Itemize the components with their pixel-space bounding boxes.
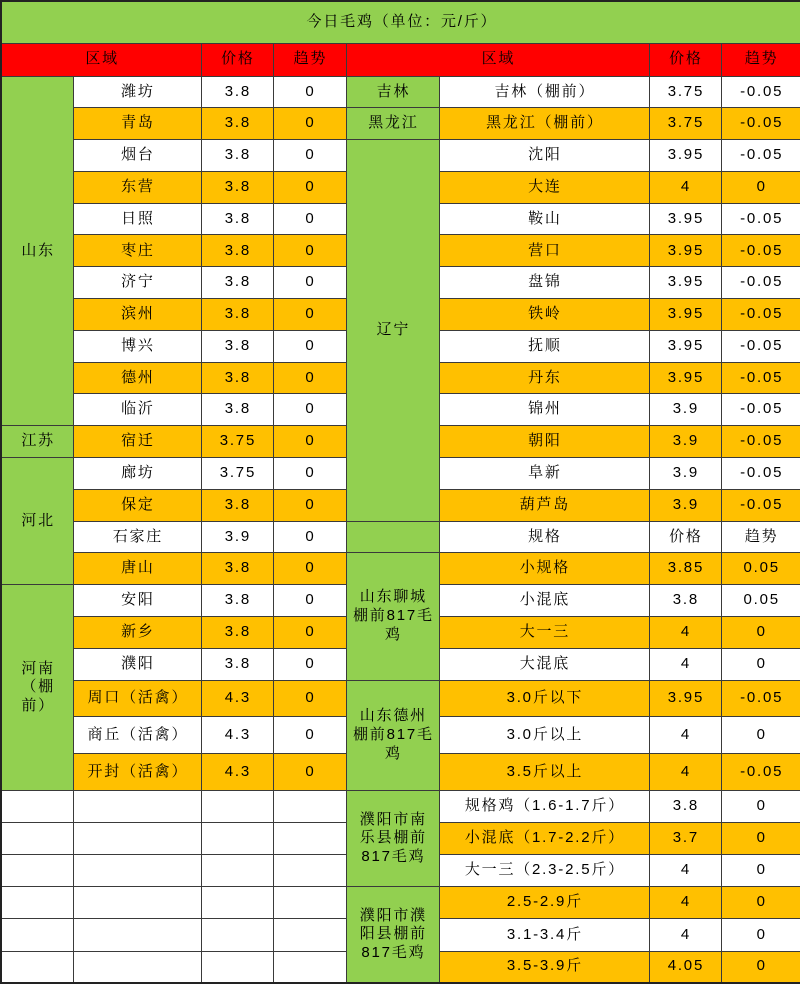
right-price-cell: 4 bbox=[649, 171, 721, 203]
right-region-name-cell: 沈阳 bbox=[439, 140, 649, 172]
left-price-cell: 3.8 bbox=[201, 203, 273, 235]
left-empty-cell bbox=[273, 791, 346, 823]
left-empty-cell bbox=[73, 951, 201, 983]
left-trend-cell: 0 bbox=[273, 299, 346, 331]
left-price-cell: 3.8 bbox=[201, 235, 273, 267]
table-row bbox=[1, 140, 800, 172]
left-empty-cell bbox=[73, 855, 201, 887]
right-price-cell: 3.95 bbox=[649, 362, 721, 394]
left-price-cell: 3.8 bbox=[201, 267, 273, 299]
left-empty-cell bbox=[73, 919, 201, 951]
right-price-cell: 4.05 bbox=[649, 951, 721, 983]
right-province-cell bbox=[346, 521, 439, 553]
right-price-cell: 3.75 bbox=[649, 108, 721, 140]
right-region-name-cell: 大混底 bbox=[439, 648, 649, 680]
right-region-name-cell: 黑龙江（棚前） bbox=[439, 108, 649, 140]
right-trend-cell: 0 bbox=[721, 919, 800, 951]
left-region-name-cell: 安阳 bbox=[73, 585, 201, 617]
left-province-label: 河南（棚前） bbox=[21, 659, 55, 715]
left-price-cell: 3.9 bbox=[201, 521, 273, 553]
right-province-label: 山东德州棚前817毛鸡 bbox=[352, 707, 434, 762]
left-region-name-cell: 枣庄 bbox=[73, 235, 201, 267]
right-region-name-cell: 3.1-3.4斤 bbox=[439, 919, 649, 951]
left-empty-cell bbox=[201, 823, 273, 855]
right-region-name-cell: 3.0斤以上 bbox=[439, 717, 649, 754]
right-price-cell: 3.95 bbox=[649, 299, 721, 331]
left-region-name-cell: 商丘（活禽） bbox=[73, 717, 201, 754]
left-price-cell: 3.8 bbox=[201, 553, 273, 585]
right-region-name-cell: 小规格 bbox=[439, 553, 649, 585]
left-province-cell bbox=[1, 426, 73, 458]
right-region-name-cell: 鞍山 bbox=[439, 203, 649, 235]
title-row bbox=[1, 1, 800, 43]
right-price-cell: 4 bbox=[649, 648, 721, 680]
right-region-name-cell: 阜新 bbox=[439, 458, 649, 490]
left-trend-cell: 0 bbox=[273, 754, 346, 791]
left-trend-cell: 0 bbox=[273, 553, 346, 585]
left-region-name-cell: 烟台 bbox=[73, 140, 201, 172]
left-price-cell: 3.8 bbox=[201, 299, 273, 331]
left-empty-cell bbox=[201, 887, 273, 919]
right-price-cell: 3.9 bbox=[649, 458, 721, 490]
right-trend-cell: -0.05 bbox=[721, 299, 800, 331]
right-province-cell bbox=[346, 108, 439, 140]
right-region-name-cell: 大一三 bbox=[439, 617, 649, 649]
table-row bbox=[1, 887, 800, 919]
right-price-cell: 3.85 bbox=[649, 553, 721, 585]
right-price-cell: 3.9 bbox=[649, 489, 721, 521]
left-trend-cell: 0 bbox=[273, 235, 346, 267]
header-region-right: 区域 bbox=[346, 43, 649, 76]
left-empty-cell bbox=[273, 887, 346, 919]
left-region-name-cell: 东营 bbox=[73, 171, 201, 203]
left-empty-cell bbox=[201, 919, 273, 951]
right-province-cell bbox=[346, 887, 439, 983]
right-trend-cell: -0.05 bbox=[721, 203, 800, 235]
right-trend-cell: -0.05 bbox=[721, 140, 800, 172]
right-province-cell bbox=[346, 76, 439, 108]
header-trend-left: 趋势 bbox=[273, 43, 346, 76]
left-price-cell: 3.8 bbox=[201, 330, 273, 362]
header-region-left: 区域 bbox=[1, 43, 201, 76]
right-province-cell bbox=[346, 791, 439, 887]
right-price-cell: 3.75 bbox=[649, 76, 721, 108]
left-trend-cell: 0 bbox=[273, 585, 346, 617]
right-price-cell: 3.95 bbox=[649, 203, 721, 235]
right-price-cell: 3.95 bbox=[649, 235, 721, 267]
left-province-label: 江苏 bbox=[21, 432, 55, 450]
right-trend-cell: -0.05 bbox=[721, 458, 800, 490]
left-region-name-cell: 石家庄 bbox=[73, 521, 201, 553]
left-empty-cell bbox=[1, 855, 73, 887]
right-price-cell: 3.7 bbox=[649, 823, 721, 855]
left-empty-cell bbox=[273, 951, 346, 983]
right-trend-cell: -0.05 bbox=[721, 754, 800, 791]
right-province-cell bbox=[346, 140, 439, 522]
right-province-label: 吉林 bbox=[376, 82, 411, 100]
right-price-cell: 价格 bbox=[649, 521, 721, 553]
left-price-cell: 3.8 bbox=[201, 617, 273, 649]
left-empty-cell bbox=[73, 823, 201, 855]
left-trend-cell: 0 bbox=[273, 330, 346, 362]
left-empty-cell bbox=[73, 887, 201, 919]
right-trend-cell: 0 bbox=[721, 791, 800, 823]
left-region-name-cell: 新乡 bbox=[73, 617, 201, 649]
right-region-name-cell: 朝阳 bbox=[439, 426, 649, 458]
left-province-cell bbox=[1, 76, 73, 426]
left-price-cell: 3.75 bbox=[201, 458, 273, 490]
right-region-name-cell: 盘锦 bbox=[439, 267, 649, 299]
right-trend-cell: -0.05 bbox=[721, 426, 800, 458]
left-empty-cell bbox=[1, 791, 73, 823]
right-province-cell bbox=[346, 680, 439, 790]
right-region-name-cell: 3.0斤以下 bbox=[439, 680, 649, 717]
left-empty-cell bbox=[1, 887, 73, 919]
left-price-cell: 3.8 bbox=[201, 394, 273, 426]
left-province-cell bbox=[1, 458, 73, 585]
right-trend-cell: -0.05 bbox=[721, 267, 800, 299]
right-region-name-cell: 大一三（2.3-2.5斤） bbox=[439, 855, 649, 887]
left-region-name-cell: 德州 bbox=[73, 362, 201, 394]
right-price-cell: 3.8 bbox=[649, 791, 721, 823]
left-trend-cell: 0 bbox=[273, 267, 346, 299]
left-empty-cell bbox=[273, 919, 346, 951]
left-region-name-cell: 濮阳 bbox=[73, 648, 201, 680]
left-region-name-cell: 保定 bbox=[73, 489, 201, 521]
right-trend-cell: 0 bbox=[721, 171, 800, 203]
header-trend-right: 趋势 bbox=[721, 43, 800, 76]
right-province-label: 辽宁 bbox=[376, 321, 411, 338]
right-price-cell: 3.9 bbox=[649, 394, 721, 426]
right-trend-cell: 趋势 bbox=[721, 521, 800, 553]
left-trend-cell: 0 bbox=[273, 76, 346, 108]
left-trend-cell: 0 bbox=[273, 203, 346, 235]
left-region-name-cell: 潍坊 bbox=[73, 76, 201, 108]
right-trend-cell: 0 bbox=[721, 717, 800, 754]
left-region-name-cell: 博兴 bbox=[73, 330, 201, 362]
right-price-cell: 3.9 bbox=[649, 426, 721, 458]
table-row bbox=[1, 521, 800, 553]
right-trend-cell: 0 bbox=[721, 617, 800, 649]
left-price-cell: 3.8 bbox=[201, 648, 273, 680]
table-title: 今日毛鸡（单位：元/斤） bbox=[1, 1, 800, 43]
right-trend-cell: 0 bbox=[721, 823, 800, 855]
right-region-name-cell: 3.5-3.9斤 bbox=[439, 951, 649, 983]
left-region-name-cell: 青岛 bbox=[73, 108, 201, 140]
left-price-cell: 4.3 bbox=[201, 754, 273, 791]
left-empty-cell bbox=[273, 823, 346, 855]
left-empty-cell bbox=[273, 855, 346, 887]
left-price-cell: 3.8 bbox=[201, 585, 273, 617]
right-region-name-cell: 大连 bbox=[439, 171, 649, 203]
left-province-label: 山东 bbox=[21, 241, 55, 259]
right-trend-cell: -0.05 bbox=[721, 362, 800, 394]
right-trend-cell: 0.05 bbox=[721, 585, 800, 617]
left-region-name-cell: 廊坊 bbox=[73, 458, 201, 490]
right-trend-cell: -0.05 bbox=[721, 330, 800, 362]
right-trend-cell: 0 bbox=[721, 887, 800, 919]
left-trend-cell: 0 bbox=[273, 617, 346, 649]
left-empty-cell bbox=[201, 855, 273, 887]
table-row bbox=[1, 791, 800, 823]
left-trend-cell: 0 bbox=[273, 171, 346, 203]
right-region-name-cell: 抚顺 bbox=[439, 330, 649, 362]
right-price-cell: 3.95 bbox=[649, 267, 721, 299]
left-price-cell: 3.8 bbox=[201, 140, 273, 172]
right-province-cell bbox=[346, 553, 439, 680]
left-empty-cell bbox=[201, 951, 273, 983]
right-price-cell: 4 bbox=[649, 919, 721, 951]
right-trend-cell: -0.05 bbox=[721, 235, 800, 267]
right-price-cell: 3.8 bbox=[649, 585, 721, 617]
right-region-name-cell: 营口 bbox=[439, 235, 649, 267]
right-region-name-cell: 小混底（1.7-2.2斤） bbox=[439, 823, 649, 855]
right-price-cell: 4 bbox=[649, 617, 721, 649]
right-region-name-cell: 锦州 bbox=[439, 394, 649, 426]
left-region-name-cell: 济宁 bbox=[73, 267, 201, 299]
right-region-name-cell: 丹东 bbox=[439, 362, 649, 394]
left-price-cell: 3.8 bbox=[201, 76, 273, 108]
left-empty-cell bbox=[1, 919, 73, 951]
right-region-name-cell: 铁岭 bbox=[439, 299, 649, 331]
right-trend-cell: -0.05 bbox=[721, 394, 800, 426]
header-price-left: 价格 bbox=[201, 43, 273, 76]
left-empty-cell bbox=[1, 823, 73, 855]
right-province-label: 濮阳市南乐县棚前817毛鸡 bbox=[359, 810, 427, 866]
left-region-name-cell: 周口（活禽） bbox=[73, 680, 201, 717]
right-trend-cell: -0.05 bbox=[721, 76, 800, 108]
table-row bbox=[1, 108, 800, 140]
left-trend-cell: 0 bbox=[273, 680, 346, 717]
left-region-name-cell: 临沂 bbox=[73, 394, 201, 426]
right-trend-cell: 0 bbox=[721, 951, 800, 983]
right-trend-cell: -0.05 bbox=[721, 680, 800, 717]
left-price-cell: 4.3 bbox=[201, 680, 273, 717]
right-price-cell: 3.95 bbox=[649, 680, 721, 717]
left-price-cell: 3.8 bbox=[201, 108, 273, 140]
right-region-name-cell: 吉林（棚前） bbox=[439, 76, 649, 108]
right-trend-cell: 0.05 bbox=[721, 553, 800, 585]
header-row bbox=[1, 43, 800, 76]
left-trend-cell: 0 bbox=[273, 362, 346, 394]
left-trend-cell: 0 bbox=[273, 108, 346, 140]
right-region-name-cell: 2.5-2.9斤 bbox=[439, 887, 649, 919]
right-price-cell: 4 bbox=[649, 754, 721, 791]
left-region-name-cell: 唐山 bbox=[73, 553, 201, 585]
left-empty-cell bbox=[201, 791, 273, 823]
left-trend-cell: 0 bbox=[273, 717, 346, 754]
left-region-name-cell: 宿迁 bbox=[73, 426, 201, 458]
left-empty-cell bbox=[1, 951, 73, 983]
left-trend-cell: 0 bbox=[273, 140, 346, 172]
left-price-cell: 3.8 bbox=[201, 362, 273, 394]
left-trend-cell: 0 bbox=[273, 489, 346, 521]
right-region-name-cell: 规格鸡（1.6-1.7斤） bbox=[439, 791, 649, 823]
left-trend-cell: 0 bbox=[273, 426, 346, 458]
right-price-cell: 3.95 bbox=[649, 140, 721, 172]
right-trend-cell: -0.05 bbox=[721, 108, 800, 140]
right-price-cell: 4 bbox=[649, 855, 721, 887]
left-price-cell: 4.3 bbox=[201, 717, 273, 754]
left-province-cell bbox=[1, 585, 73, 791]
right-region-name-cell: 葫芦岛 bbox=[439, 489, 649, 521]
table-body bbox=[1, 76, 800, 983]
header-price-right: 价格 bbox=[649, 43, 721, 76]
left-price-cell: 3.8 bbox=[201, 171, 273, 203]
table-row bbox=[1, 680, 800, 717]
left-region-name-cell: 日照 bbox=[73, 203, 201, 235]
right-province-label: 山东聊城棚前817毛鸡 bbox=[352, 588, 434, 643]
right-trend-cell: 0 bbox=[721, 855, 800, 887]
right-price-cell: 3.95 bbox=[649, 330, 721, 362]
right-price-cell: 4 bbox=[649, 717, 721, 754]
right-price-cell: 4 bbox=[649, 887, 721, 919]
right-province-label: 濮阳市濮阳县棚前817毛鸡 bbox=[359, 906, 427, 962]
right-province-label: 黑龙江 bbox=[368, 114, 419, 132]
right-trend-cell: 0 bbox=[721, 648, 800, 680]
left-price-cell: 3.8 bbox=[201, 489, 273, 521]
table-row bbox=[1, 553, 800, 585]
left-region-name-cell: 开封（活禽） bbox=[73, 754, 201, 791]
left-trend-cell: 0 bbox=[273, 394, 346, 426]
right-region-name-cell: 小混底 bbox=[439, 585, 649, 617]
right-region-name-cell: 规格 bbox=[439, 521, 649, 553]
left-trend-cell: 0 bbox=[273, 458, 346, 490]
left-province-label: 河北 bbox=[21, 511, 55, 529]
left-region-name-cell: 滨州 bbox=[73, 299, 201, 331]
left-trend-cell: 0 bbox=[273, 521, 346, 553]
right-region-name-cell: 3.5斤以上 bbox=[439, 754, 649, 791]
left-price-cell: 3.75 bbox=[201, 426, 273, 458]
table-row bbox=[1, 76, 800, 108]
right-trend-cell: -0.05 bbox=[721, 489, 800, 521]
left-trend-cell: 0 bbox=[273, 648, 346, 680]
left-empty-cell bbox=[73, 791, 201, 823]
